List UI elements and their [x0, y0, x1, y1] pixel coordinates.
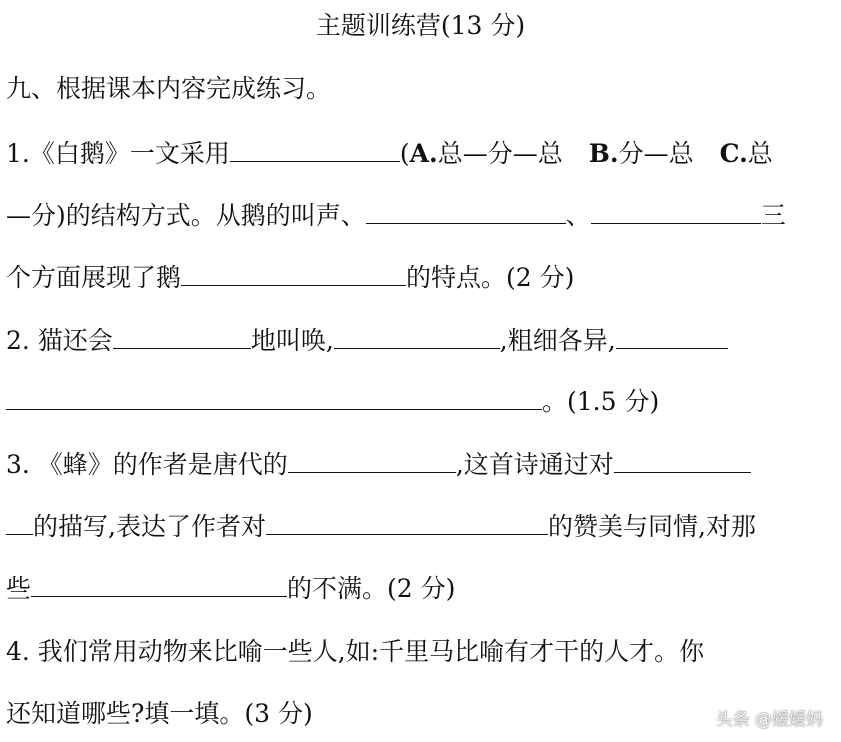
q3-text-d: 的赞美与同情,对那: [547, 512, 756, 541]
q3-blank-praise: [266, 510, 548, 535]
q3-text-f: 的不满。(2 分): [287, 574, 456, 603]
q3-text-b: ,这首诗通过对: [455, 450, 614, 479]
page-title: 主题训练营(13 分): [315, 11, 526, 40]
q2-line-2: [6, 385, 659, 419]
q1-blank-aspect-1: [366, 199, 566, 224]
q3-blank-object-b: [6, 510, 33, 535]
q1-text-e: 个方面展现了鹅: [6, 263, 182, 292]
q2-blank-1: [113, 324, 251, 349]
q1-paren-open: (: [399, 139, 410, 168]
q1-line-3: [6, 261, 574, 295]
q1-option-a-text: 总—分—总: [437, 139, 563, 168]
q1-option-c-text: 总: [747, 139, 773, 168]
q2-line-1: [6, 324, 728, 358]
q3-line-2: [6, 510, 756, 544]
q2-text-d: 。(1.5 分): [542, 387, 660, 416]
q1-text-c: 、: [565, 201, 591, 230]
q2-text-a: 2. 猫还会: [6, 326, 113, 355]
q3-blank-dissatisfied: [31, 572, 287, 597]
q3-text-c: 的描写,表达了作者对: [33, 512, 266, 541]
q3-text-a: 3. 《蜂》的作者是唐代的: [6, 450, 288, 479]
q4-line-1: 4. 我们常用动物来比喻一些人,如:千里马比喻有才干的人才。你: [6, 637, 705, 666]
q3-text-e: 些: [6, 574, 32, 603]
q3-blank-object-a: [614, 448, 751, 473]
q2-blank-2: [334, 324, 500, 349]
q1-text-d: 三: [760, 201, 786, 230]
q2-text-c: ,粗细各异,: [499, 326, 616, 355]
q2-blank-4: [6, 385, 542, 410]
q1-blank-aspect-2: [591, 199, 761, 224]
q1-option-a-letter: A.: [409, 139, 438, 168]
q1-line-1: [6, 137, 773, 171]
q1-line-2: [6, 199, 786, 233]
q1-text-a: 1.《白鹅》一文采用: [6, 139, 230, 168]
q1-option-c-letter: C.: [719, 139, 748, 168]
q3-blank-author: [288, 448, 456, 473]
q1-text-b: —分)的结构方式。从鹅的叫声、: [6, 201, 366, 230]
section-heading: 九、根据课本内容完成练习。: [6, 74, 332, 103]
watermark-logo: 头条 @嫒嫒妈: [715, 710, 823, 730]
q1-blank-structure: [230, 137, 400, 162]
q3-line-3: [6, 572, 455, 606]
q2-text-b: 地叫唤,: [250, 326, 334, 355]
q1-text-f: 的特点。(2 分): [406, 263, 575, 292]
q1-option-b-letter: B.: [588, 139, 619, 168]
q1-option-b-text: 分—总: [618, 139, 694, 168]
q4-line-2: 还知道哪些?填一填。(3 分): [6, 699, 313, 728]
q3-line-1: [6, 448, 751, 482]
q2-blank-3: [616, 324, 728, 349]
q1-blank-trait: [181, 261, 406, 286]
